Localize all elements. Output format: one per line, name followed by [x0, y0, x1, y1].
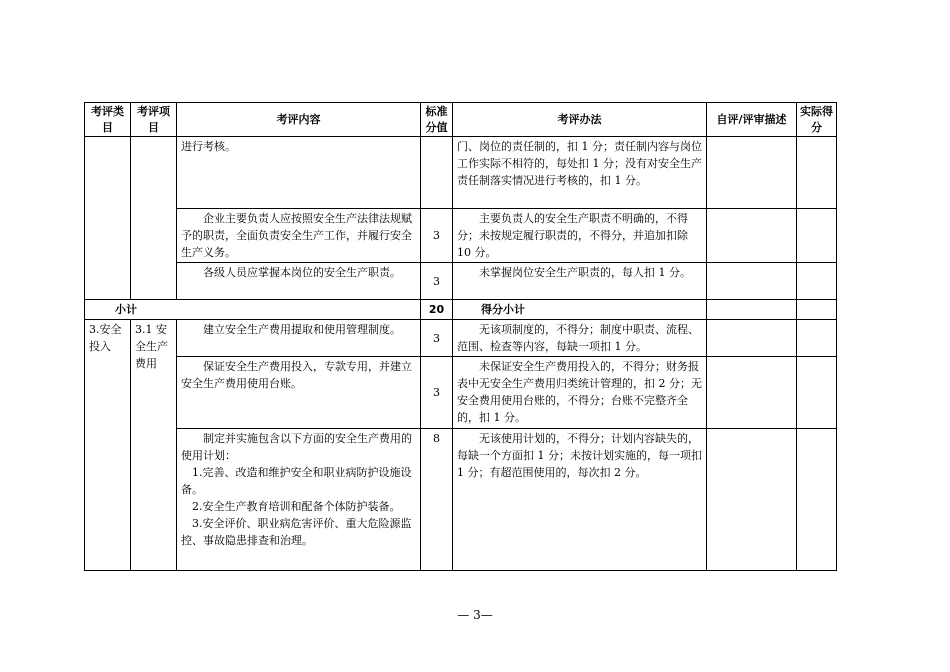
method-cell — [453, 209, 707, 263]
method-cell — [453, 320, 707, 357]
header-standard-score: 标准分值 — [421, 103, 453, 137]
content-cell — [177, 320, 421, 357]
content-cell — [177, 263, 421, 300]
header-method: 考评办法 — [453, 103, 707, 137]
self-review-cell — [707, 137, 797, 209]
content-cell — [177, 429, 421, 571]
item-cell: 3.1 安全生产费用 — [131, 320, 177, 571]
self-review-cell — [707, 300, 797, 320]
actual-score-cell — [797, 320, 837, 357]
score-cell: 8 — [421, 429, 453, 571]
actual-score-cell — [797, 300, 837, 320]
method-cell — [453, 263, 707, 300]
table-header-row — [85, 103, 837, 137]
self-review-cell — [707, 320, 797, 357]
header-content: 考评内容 — [177, 103, 421, 137]
actual-score-cell — [797, 429, 837, 571]
category-cell: 3.安全投入 — [85, 320, 131, 571]
method-text: 无该项制度的，不得分；制度中职责、流程、范围、检查等内容，每缺一项扣 1 分。 — [457, 323, 699, 353]
self-review-cell — [707, 429, 797, 571]
method-cell: 门、岗位的责任制的，扣 1 分；责任制内容与岗位工作实际不相符的，每处扣 1 分；没有对安全生产责任制落实情况进行考核的，扣 1 分。 — [453, 137, 707, 209]
table-row — [85, 429, 837, 571]
evaluation-table — [84, 102, 837, 571]
score-cell: 3 — [421, 357, 453, 429]
method-text: 未掌握岗位安全生产职责的，每人扣 1 分。 — [479, 266, 691, 279]
header-self-review: 自评/评审描述 — [707, 103, 797, 137]
header-category: 考评类目 — [85, 103, 131, 137]
content-point: 1.完善、改造和维护安全和职业病防护设施设备。 — [181, 466, 412, 496]
header-actual-score: 实际得分 — [797, 103, 837, 137]
content-text: 保证安全生产费用投入，专款专用，并建立安全生产费用使用台账。 — [181, 360, 412, 390]
actual-score-cell — [797, 209, 837, 263]
actual-score-cell — [797, 357, 837, 429]
score-cell: 3 — [421, 263, 453, 300]
actual-score-cell — [797, 263, 837, 300]
header-item: 考评项目 — [131, 103, 177, 137]
method-text: 主要负责人的安全生产职责不明确的，不得分；未按规定履行职责的，不得分，并追加扣除 10 分。 — [457, 212, 688, 259]
content-point: 3.安全评价、职业病危害评价、重大危险源监控、事故隐患排查和治理。 — [181, 517, 412, 547]
content-intro: 制定并实施包含以下方面的安全生产费用的使用计划： — [181, 432, 412, 462]
category-cell — [85, 137, 131, 300]
score-cell: 3 — [421, 320, 453, 357]
table-row — [85, 209, 837, 263]
content-cell — [177, 209, 421, 263]
self-review-cell — [707, 263, 797, 300]
method-cell — [453, 357, 707, 429]
method-text: 未保证安全生产费用投入的，不得分；财务报表中无安全生产费用归类统计管理的，扣 2 分；无安全费用使用台账的，不得分；台账不完整齐全的，扣 1 分。 — [457, 360, 702, 424]
score-cell: 3 — [421, 209, 453, 263]
subtotal-score: 20 — [421, 300, 453, 320]
method-cell — [453, 429, 707, 571]
content-text: 企业主要负责人应按照安全生产法律法规赋予的职责，全面负责安全生产工作，并履行安全生产义务。 — [181, 212, 412, 259]
subtotal-label: 小计 — [85, 300, 421, 320]
page-number: — 3— — [457, 608, 493, 622]
item-cell — [131, 137, 177, 300]
table-row — [85, 320, 837, 357]
subtotal-row — [85, 300, 837, 320]
method-text: 无该使用计划的，不得分；计划内容缺失的，每缺一个方面扣 1 分；未按计划实施的，每一项扣 1 分；有超范围使用的，每次扣 2 分。 — [457, 432, 702, 479]
self-review-cell — [707, 357, 797, 429]
actual-score-cell — [797, 137, 837, 209]
content-cell: 进行考核。 — [177, 137, 421, 209]
table-row — [85, 263, 837, 300]
table-row — [85, 357, 837, 429]
table-row — [85, 137, 837, 209]
content-text: 建立安全生产费用提取和使用管理制度。 — [203, 323, 401, 336]
content-cell — [177, 357, 421, 429]
score-cell — [421, 137, 453, 209]
content-text: 各级人员应掌握本岗位的安全生产职责。 — [203, 266, 401, 279]
content-point: 2.安全生产教育培训和配备个体防护装备。 — [192, 500, 401, 513]
subtotal-method: 得分小计 — [453, 300, 707, 320]
self-review-cell — [707, 209, 797, 263]
